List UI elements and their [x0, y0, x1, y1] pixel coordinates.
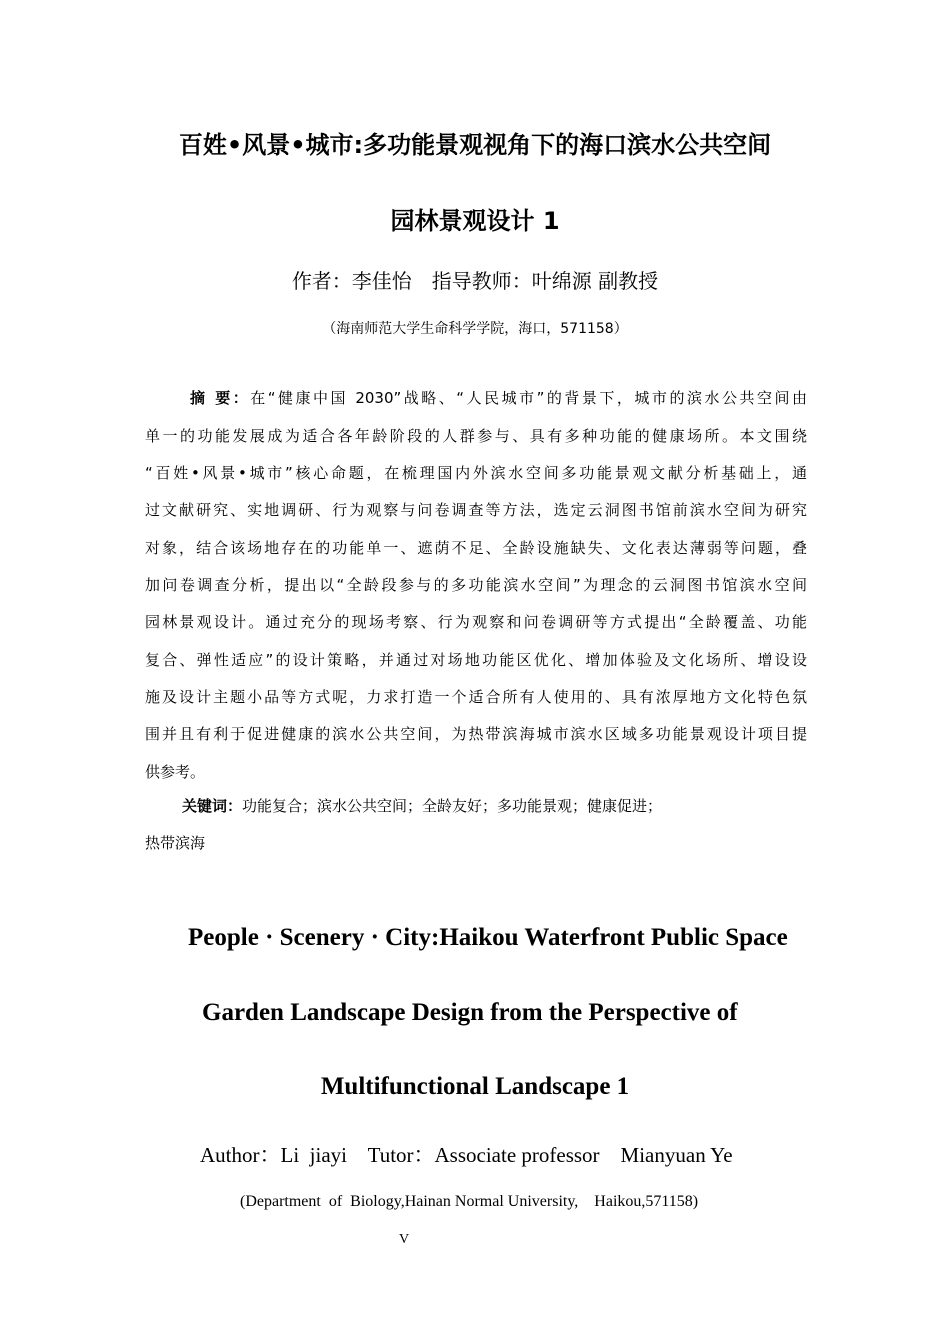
keywords-line: 关键词：功能复合；滨水公共空间；全龄友好；多功能景观；健康促进； — [182, 797, 663, 815]
page-number: V — [399, 1232, 410, 1247]
english-affiliation: (Department of Biology,Hainan Normal University, Haikou,571158) — [240, 1193, 699, 1210]
abstract-line: 加问卷调查分析，提出以“全龄段参与的多功能滨水空间”为理念的云洞图书馆滨水空间 — [145, 576, 807, 594]
abstract-line: 对象，结合该场地存在的功能单一、遮荫不足、全龄设施缺失、文化表达薄弱等问题，叠 — [145, 539, 807, 557]
abstract-line: 围并且有利于促进健康的滨水公共空间，为热带滨海城市滨水区域多功能景观设计项目提 — [145, 725, 807, 743]
abstract-line: 过文献研究、实地调研、行为观察与问卷调查等方法，选定云洞图书馆前滨水空间为研究 — [145, 501, 807, 519]
abstract-line: 供参考。 — [145, 763, 206, 781]
abstract-line: “百姓•风景•城市”核心命题，在梳理国内外滨水空间多功能景观文献分析基础上，通 — [145, 464, 807, 482]
abstract-line: 复合、弹性适应”的设计策略，并通过对场地功能区优化、增加体验及文化场所、增设设 — [145, 651, 807, 669]
abstract-line: 园林景观设计。通过充分的现场考察、行为观察和问卷调研等方式提出“全龄覆盖、功能 — [145, 613, 807, 631]
keywords-line: 热带滨海 — [145, 834, 206, 852]
english-title-line-1: People · Scenery · City:Haikou Waterfront Public Space — [188, 924, 788, 951]
keywords-label: 关键词： — [182, 797, 243, 815]
abstract-line: 摘 要：在“健康中国 2030”战略、“人民城市”的背景下，城市的滨水公共空间由 — [190, 389, 807, 407]
abstract-line: 施及设计主题小品等方式呢，力求打造一个适合所有人使用的、具有浓厚地方文化特色氛 — [145, 688, 807, 706]
english-title-line-2: Garden Landscape Design from the Perspective of — [202, 999, 738, 1026]
abstract-line: 单一的功能发展成为适合各年龄阶段的人群参与、具有多种功能的健康场所。本文围绕 — [145, 427, 807, 445]
chinese-author-line: 作者：李佳怡 指导教师：叶绵源 副教授 — [291, 269, 659, 293]
english-title-line-3: Multifunctional Landscape 1 — [320, 1073, 630, 1100]
english-author-line: Author：Li jiayi Tutor：Associate professor Mianyuan Ye — [200, 1143, 733, 1167]
chinese-title-line-1: 百姓•风景•城市:多功能景观视角下的海口滨水公共空间 — [178, 131, 772, 159]
abstract-label: 摘 要： — [190, 389, 251, 407]
chinese-affiliation: （海南师范大学生命科学学院，海口，571158） — [322, 321, 628, 337]
chinese-title-line-2: 园林景观设计 1 — [390, 207, 560, 235]
